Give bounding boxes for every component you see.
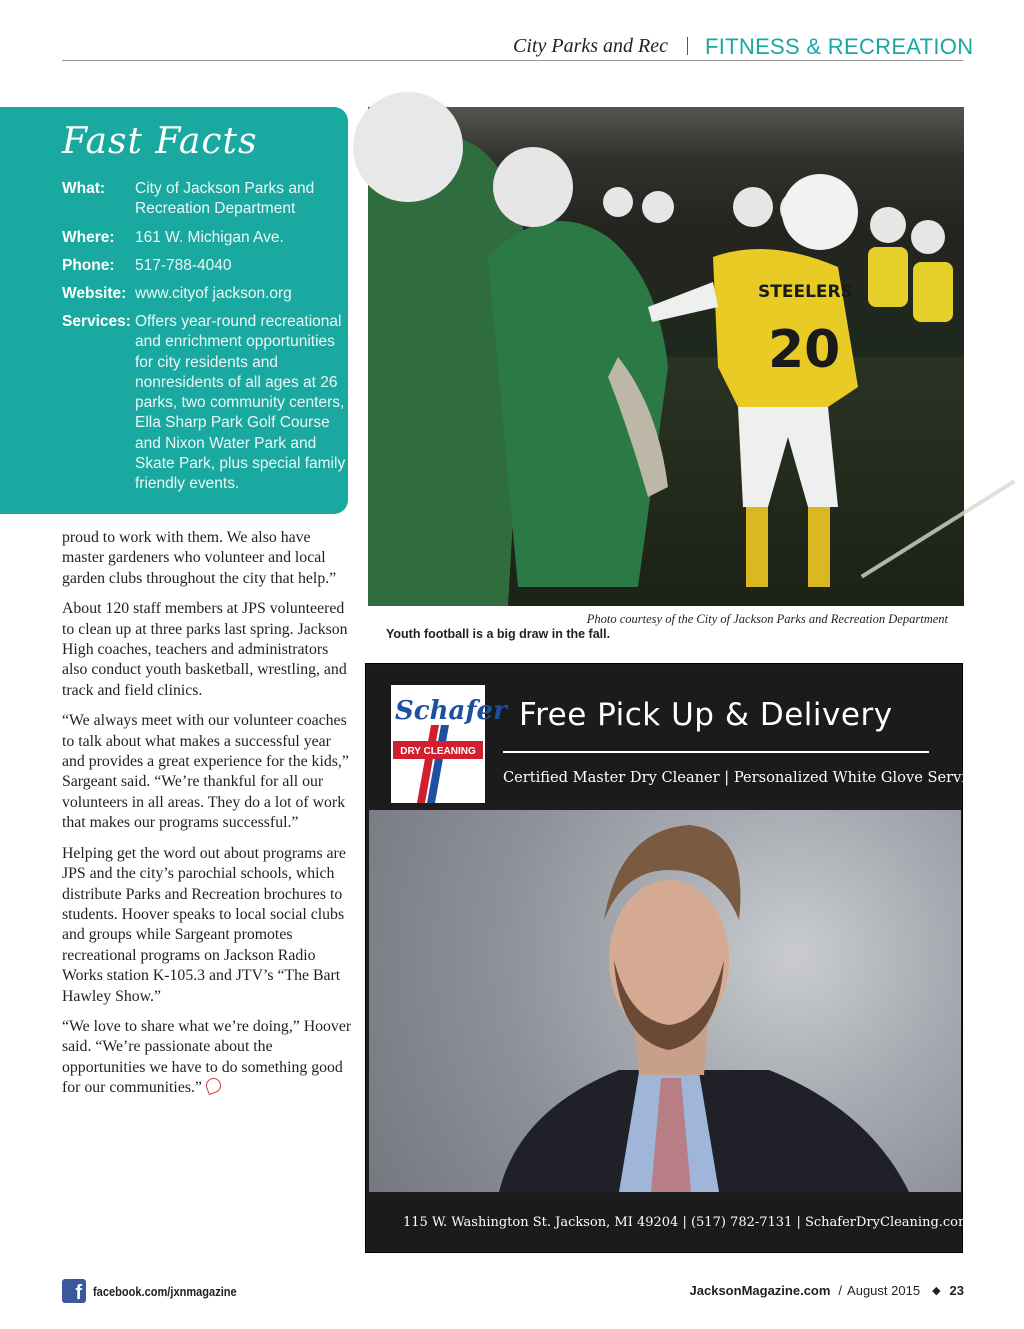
footer-folio — [690, 1283, 964, 1298]
running-header-topic: FITNESS & RECREATION — [705, 34, 974, 59]
logo-sub: DRY CLEANING — [400, 746, 476, 757]
fast-facts-box — [0, 107, 348, 514]
article-paragraph: proud to work with them. We also have master gardeners who volunteer and local garden clubs throughout the city that help.” — [62, 529, 337, 587]
fact-label: Website: — [62, 285, 127, 302]
ad-model-photo — [369, 810, 961, 1192]
ad-address: 115 W. Washington St. Jackson, MI 49204 | (517) 782-7131 | SchaferDryCleaning.com — [403, 1215, 971, 1230]
fact-value: 517-788-4040 — [135, 257, 232, 274]
fact-value: Offers year-round recreational and enrichment opportunities for city residents and nonresidents of all ages at 26 parks, two community centers, Ella Sharp Park Golf Course and Nixon Water Park and Skate Park, plus special family friendly events. — [135, 313, 346, 493]
schafer-ad — [365, 663, 983, 1253]
article-paragraph-text: “We love to share what we’re doing,” Hoover said. “We’re passionate about the opportunities we have to do something good for our communities.” — [62, 1017, 352, 1097]
fact-value: www.cityof jackson.org — [135, 285, 292, 302]
schafer-logo — [391, 685, 507, 803]
fact-label: What: — [62, 180, 106, 197]
facebook-link[interactable]: facebook.com/jxnmagazine — [93, 1283, 237, 1299]
photo-caption: Youth football is a big draw in the fall. — [386, 627, 611, 641]
helmet-yellow-player — [782, 174, 858, 250]
footer-slash: / — [838, 1283, 843, 1298]
ad-headline: Free Pick Up & Delivery — [519, 697, 893, 733]
footer-site[interactable]: JacksonMagazine.com — [689, 1283, 831, 1298]
article-paragraph-last — [62, 1017, 352, 1099]
article-paragraph: About 120 staff members at JPS volunteered to clean up at three parks last spring. Jackson High coaches, teachers and administrators also conduct youth basketball, wrestling, and track and field clinics. — [62, 600, 348, 699]
header-rule — [62, 60, 963, 61]
arm-outstretched — [648, 282, 718, 322]
helmet-middle — [493, 147, 573, 227]
logo-brand: Schafer — [395, 696, 507, 726]
helmets-row — [603, 187, 945, 254]
fact-label: Phone: — [62, 257, 115, 274]
footer-facebook[interactable] — [62, 1279, 262, 1303]
diamond-icon: ◆ — [932, 1285, 941, 1297]
jersey-number: 20 — [768, 320, 841, 380]
helmet-left — [353, 92, 463, 202]
players-illustration — [368, 107, 964, 606]
jersey-text: STEELERS — [758, 282, 853, 302]
article-paragraph: Helping get the word out about programs are JPS and the city’s parochial schools, which distribute Parks and Recreation brochures to students. Hoover speaks to local social clubs and groups while Sargeant promotes recreational programs on Jackson Radio Works station K-105.3 and JTV’s “The Bart Hawley Show.” — [62, 844, 346, 1005]
ad-rule — [503, 751, 929, 753]
ad-subline: Certified Master Dry Cleaner | Personalized White Glove Service — [503, 769, 983, 786]
article-body — [62, 528, 352, 1109]
article-paragraph: “We always meet with our volunteer coaches to talk about what makes a successful year and provides a great experience for the kids,” Sargeant said. “We’re thankful for all our volunteers in all areas. They do a lot of work that makes our programs successful.” — [62, 712, 349, 832]
yellow-socks — [808, 507, 830, 587]
fact-value: City of Jackson Parks and Recreation Department — [135, 180, 315, 218]
yellow-socks — [746, 507, 768, 587]
fact-label: Services: — [62, 313, 131, 330]
running-header-section: City Parks and Rec — [513, 35, 668, 57]
end-mark-icon — [204, 1076, 223, 1095]
facebook-icon: f — [62, 1279, 86, 1303]
fact-label: Where: — [62, 229, 115, 246]
footer-issue: August 2015 — [847, 1283, 921, 1298]
page-number: 23 — [949, 1283, 964, 1298]
ad-header — [369, 667, 983, 805]
white-pants — [738, 407, 838, 507]
fast-facts-title: Fast Facts — [62, 121, 258, 162]
photo-credit: Photo courtesy of the City of Jackson Parks and Recreation Department — [586, 612, 948, 626]
fact-value: 161 W. Michigan Ave. — [135, 229, 284, 246]
football-photo — [368, 107, 964, 606]
header-separator — [687, 37, 688, 55]
ad-footer — [369, 1197, 971, 1251]
yellow-jerseys-row — [868, 247, 953, 322]
